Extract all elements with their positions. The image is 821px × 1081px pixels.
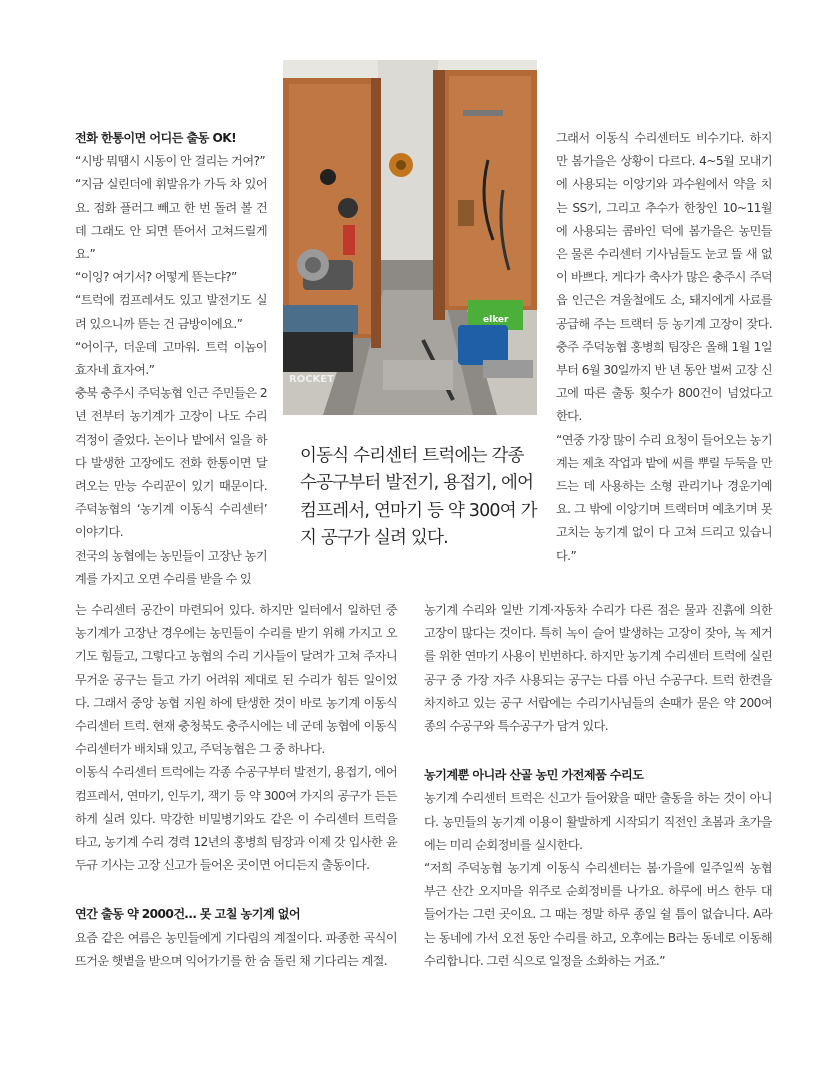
body-paragraph: 농기계 수리센터 트럭은 신고가 들어왔을 때만 출동을 하는 것이 아니다. 농민들의 농기계 이용이 활발하게 시작되기 직전인 초봄과 초가을에는 미리 순회정비를 실시한다.	[424, 791, 772, 852]
rocket-label: ROCKET	[289, 374, 334, 385]
section-heading-3: 농기계뿐 아니라 산골 농민 가전제품 수리도	[424, 768, 644, 783]
body-paragraph: 그래서 이동식 수리센터도 비수기다. 하지만 봄가을은 상황이 다르다. 4~5월 모내기에 사용되는 이앙기와 과수원에서 약을 치는 SS기, 그리고 추수가 한창인 10~11월에 사용되는 콤바인 덕에 봄가을은 농민들은 물론 수리센터 기사님들도 눈코 뜰 새 없이 바쁘다. 게다가 축사가 많은 충주시 주덕읍 인근은 겨울철에도 소, 돼지에게 사료를 공급해 주는 트랙터 등 농기계 고장이 잦다. 충주 주덕농협 홍병희 팀장은 올해 1월 1일부터 6월 30일까지 반 년 동안 벌써 고장 신고에 따른 출동 횟수가 800건이 넘었다고 한다.	[556, 131, 772, 424]
quote-paragraph: “연중 가장 많이 수리 요청이 들어오는 농기계는 제초 작업과 밭에 씨를 뿌릴 두둑을 만드는 데 사용하는 소형 관리기나 경운기예요. 그 밖에 이앙기며 트랙터며 예초기며 못 고치는 농기계 없이 다 고쳐 드리고 있습니다.”	[556, 432, 772, 563]
photo-illustration	[283, 60, 537, 415]
body-paragraph: 이동식 수리센터 트럭에는 각종 수공구부터 발전기, 용접기, 에어 컴프레서, 연마기, 인두기, 잭기 등 약 300여 가지의 공구가 든든하게 실려 있다. 막강한 비밀병기와도 같은 이 수리센터 트럭을 타고, 농기계 수리 경력 12년의 홍병희 팀장과 이제 갓 입사한 윤두규 기사는 고장 신고가 들어온 곳이면 어디든지 출동이다.	[75, 765, 397, 873]
left-column-top	[75, 127, 267, 591]
body-paragraph: 는 수리센터 공간이 마련되어 있다. 하지만 일터에서 일하던 중 농기계가 고장난 경우에는 농민들이 수리를 받기 위해 가지고 오기도 힘들고, 그렇다고 농협의 수리 기사들이 달려가 고쳐 주자니 무거운 공구는 들고 가기 어려워 제대로 된 수리가 힘든 일이었다. 그래서 중앙 농협 지원 하에 탄생한 것이 바로 농기계 이동식 수리센터 트럭. 현재 충청북도 충주시에는 네 군데 농협에 이동식 수리센터가 배치돼 있고, 주덕농협은 그 중 하나다.	[75, 603, 397, 757]
dialogue-line: “지금 실린더에 휘발유가 가득 차 있어요. 점화 플러그 빼고 한 번 돌려 볼 건데 그래도 안 되면 뜯어서 고쳐드릴게요.”	[75, 177, 267, 262]
body-paragraph: 충북 충주시 주덕농협 인근 주민들은 2년 전부터 농기계가 고장이 나도 수리 걱정이 줄었다. 논이나 밭에서 일을 하다 발생한 고장에도 전화 한통이면 달려오는 만능 수리꾼이 있기 때문이다. 주덕농협의 ‘농기계 이동식 수리센터’ 이야기다.	[75, 386, 267, 540]
body-paragraph: 농기계 수리와 일반 기계·자동차 수리가 다른 점은 물과 진흙에 의한 고장이 많다는 것이다. 특히 녹이 슬어 발생하는 고장이 잦아, 녹 제거를 위한 연마기 사용이 빈번하다. 하지만 농기계 수리센터 트럭에 실린 공구 중 가장 자주 사용되는 공구는 다름 아닌 수공구다. 트럭 한켠을 차지하고 있는 공구 서랍에는 수리기사님들의 손때가 묻은 약 200여 종의 수공구와 특수공구가 담겨 있다.	[424, 603, 772, 734]
body-paragraph: 전국의 농협에는 농민들이 고장난 농기계를 가지고 오면 수리를 받을 수 있	[75, 548, 267, 586]
dialogue-line: “이잉? 여기서? 어떻게 뜯는댜?”	[75, 270, 237, 285]
right-column-bottom	[424, 599, 772, 973]
left-column-bottom	[75, 599, 397, 973]
dialogue-line: “시방 뭐땜시 시동이 안 걸리는 거여?”	[75, 154, 266, 169]
dialogue-line: “트럭에 컴프레셔도 있고 발전기도 실려 있으니까 뜯는 건 금방이에요.”	[75, 293, 267, 331]
section-heading-2: 연간 출동 약 2000건… 못 고칠 농기계 없어	[75, 907, 301, 922]
elker-label: elker	[483, 315, 509, 325]
dialogue-line: “어이구, 더운데 고마워. 트럭 이놈이 효자네 효자여.”	[75, 339, 267, 378]
photo-caption: 이동식 수리센터 트럭에는 각종 수공구부터 발전기, 용접기, 에어 컴프레서, 연마기 등 약 300여 가지 공구가 실려 있다.	[300, 446, 537, 549]
section-heading-1: 전화 한통이면 어디든 출동 OK!	[75, 131, 237, 145]
workshop-truck-photo	[283, 60, 537, 415]
quote-paragraph: “저희 주덕농협 농기계 이동식 수리센터는 봄·가을에 일주일씩 농협 부근 산간 오지마을 위주로 순회정비를 나가요. 하루에 버스 한두 대 들어가는 그런 곳이요. 그 때는 정말 하루 종일 쉴 틈이 없습니다. A라는 동네에 가서 오전 동안 수리를 하고, 오후에는 B라는 동네로 이동해 수리합니다. 그런 식으로 일정을 소화하는 거죠.”	[424, 861, 772, 968]
right-column-top	[556, 127, 772, 568]
body-paragraph: 요즘 같은 여름은 농민들에게 기다림의 계절이다. 파종한 곡식이 뜨거운 햇볕을 받으며 익어가기를 한 숨 돌린 채 기다리는 계절.	[75, 930, 397, 968]
